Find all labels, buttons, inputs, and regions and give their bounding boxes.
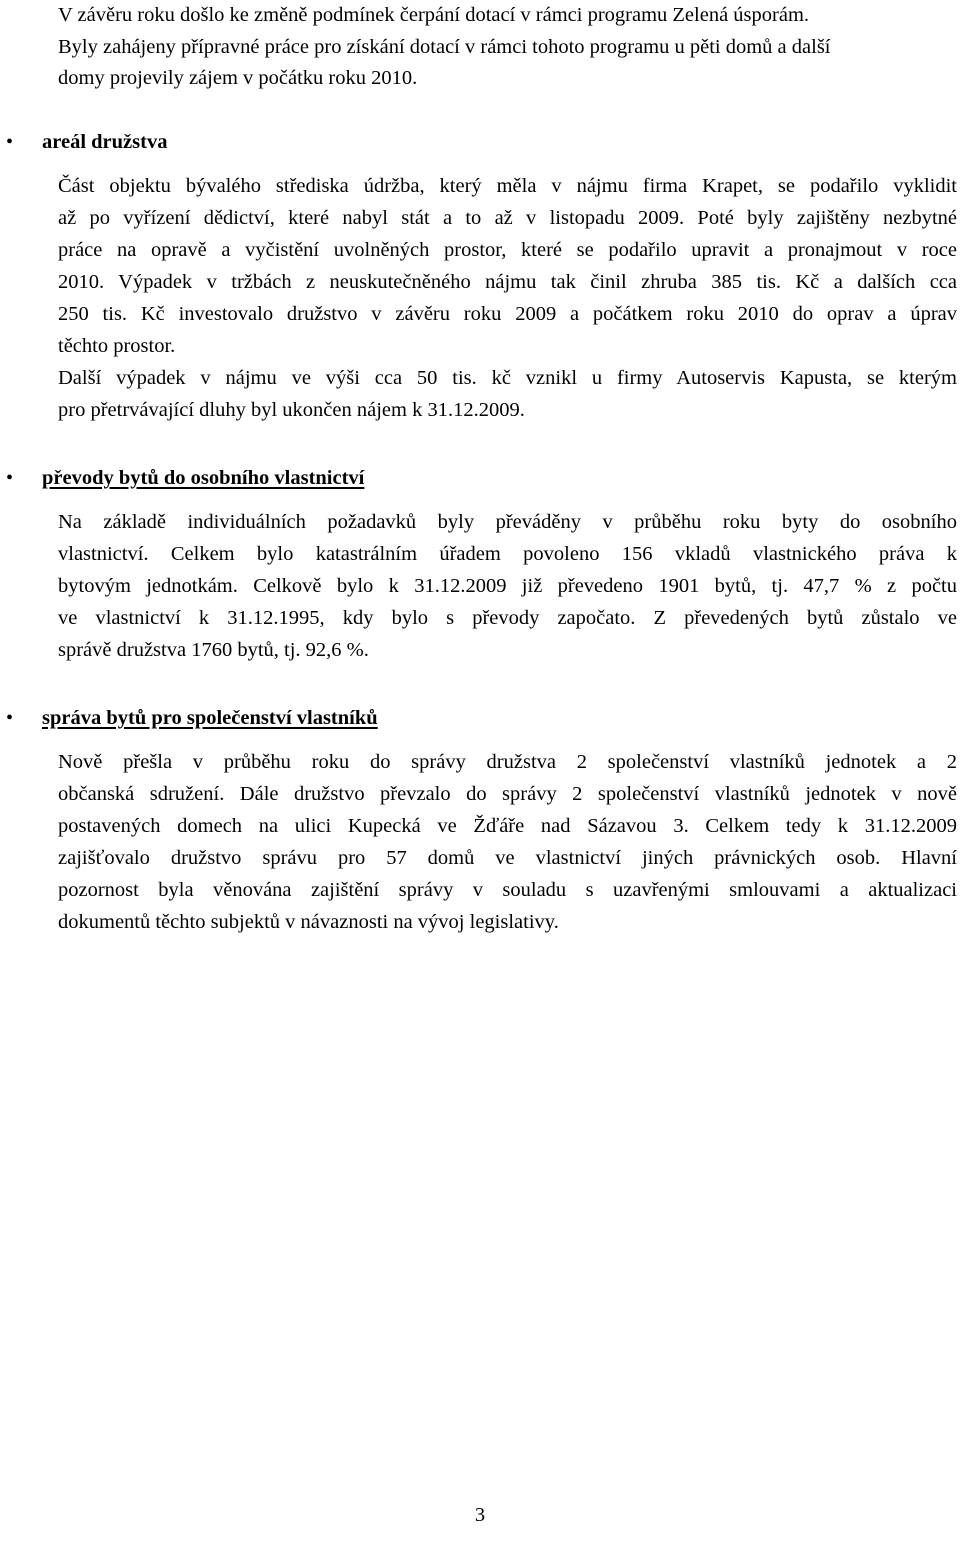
- paragraph-line: až po vyřízení dědictví, které nabyl stát a to až v listopadu 2009. Poté byly zajištěny nezbytné: [58, 207, 957, 229]
- paragraph-line: Další výpadek v nájmu ve výši cca 50 tis. kč vznikl u firmy Autoservis Kapusta, se kterým: [58, 367, 957, 389]
- paragraph-line: práce na opravě a vyčistění uvolněných prostor, které se podařilo upravit a pronajmout v roce: [58, 239, 957, 261]
- section-paragraph-sprava: [58, 746, 957, 938]
- paragraph-line: ve vlastnictví k 31.12.1995, kdy bylo s převody započato. Z převedených bytů zůstalo ve: [58, 607, 957, 629]
- paragraph-line: Část objektu bývalého střediska údržba, který měla v nájmu firma Krapet, se podařilo vyklidit: [58, 175, 957, 197]
- paragraph-line: bytovým jednotkám. Celkově bylo k 31.12.2009 již převedeno 1901 bytů, tj. 47,7 % z počtu: [58, 575, 957, 597]
- page-number: 3: [474, 1504, 486, 1526]
- paragraph-line: správě družstva 1760 bytů, tj. 92,6 %.: [58, 639, 369, 661]
- section-paragraph-prevody: [58, 506, 957, 666]
- section-paragraph-areal: [58, 170, 957, 426]
- paragraph-line: vlastnictví. Celkem bylo katastrálním úřadem povoleno 156 vkladů vlastnického práva k: [58, 543, 957, 565]
- section-heading: správa bytů pro společenství vlastníků: [42, 707, 378, 729]
- intro-line: V závěru roku došlo ke změně podmínek čerpání dotací v rámci programu Zelená úsporám.: [58, 4, 810, 26]
- paragraph-line: pro přetrvávající dluhy byl ukončen nájem k 31.12.2009.: [58, 399, 525, 421]
- section-heading: převody bytů do osobního vlastnictví: [42, 467, 365, 489]
- intro-paragraph: [58, 0, 958, 95]
- intro-line: Byly zahájeny přípravné práce pro získání dotací v rámci tohoto programu u pěti domů a další: [58, 35, 831, 58]
- bullet-icon: •: [6, 131, 14, 153]
- paragraph-line: postavených domech na ulici Kupecká ve Žďáře nad Sázavou 3. Celkem tedy k 31.12.2009: [58, 815, 957, 837]
- intro-line: domy projevily zájem v počátku roku 2010.: [58, 67, 418, 89]
- bullet-icon: •: [6, 707, 14, 729]
- bullet-icon: •: [6, 467, 14, 489]
- paragraph-line: pozornost byla věnována zajištění správy v souladu s uzavřenými smlouvami a aktualizaci: [58, 879, 957, 901]
- paragraph-line: Na základě individuálních požadavků byly převáděny v průběhu roku byty do osobního: [58, 511, 957, 533]
- paragraph-line: Nově přešla v průběhu roku do správy družstva 2 společenství vlastníků jednotek a 2: [58, 751, 957, 773]
- paragraph-line: 2010. Výpadek v tržbách z neuskutečněného nájmu tak činil zhruba 385 tis. Kč a dalších cca: [58, 271, 957, 293]
- paragraph-line: zajišťovalo družstvo správu pro 57 domů ve vlastnictví jiných právnických osob. Hlavní: [58, 847, 957, 869]
- paragraph-line: občanská sdružení. Dále družstvo převzalo do správy 2 společenství vlastníků jednotek v nově: [58, 783, 957, 805]
- paragraph-line: 250 tis. Kč investovalo družstvo v závěru roku 2009 a počátkem roku 2010 do oprav a úprav: [58, 303, 957, 325]
- paragraph-line: těchto prostor.: [58, 335, 176, 357]
- section-heading: areál družstva: [42, 131, 168, 153]
- paragraph-line: dokumentů těchto subjektů v návaznosti na vývoj legislativy.: [58, 911, 559, 933]
